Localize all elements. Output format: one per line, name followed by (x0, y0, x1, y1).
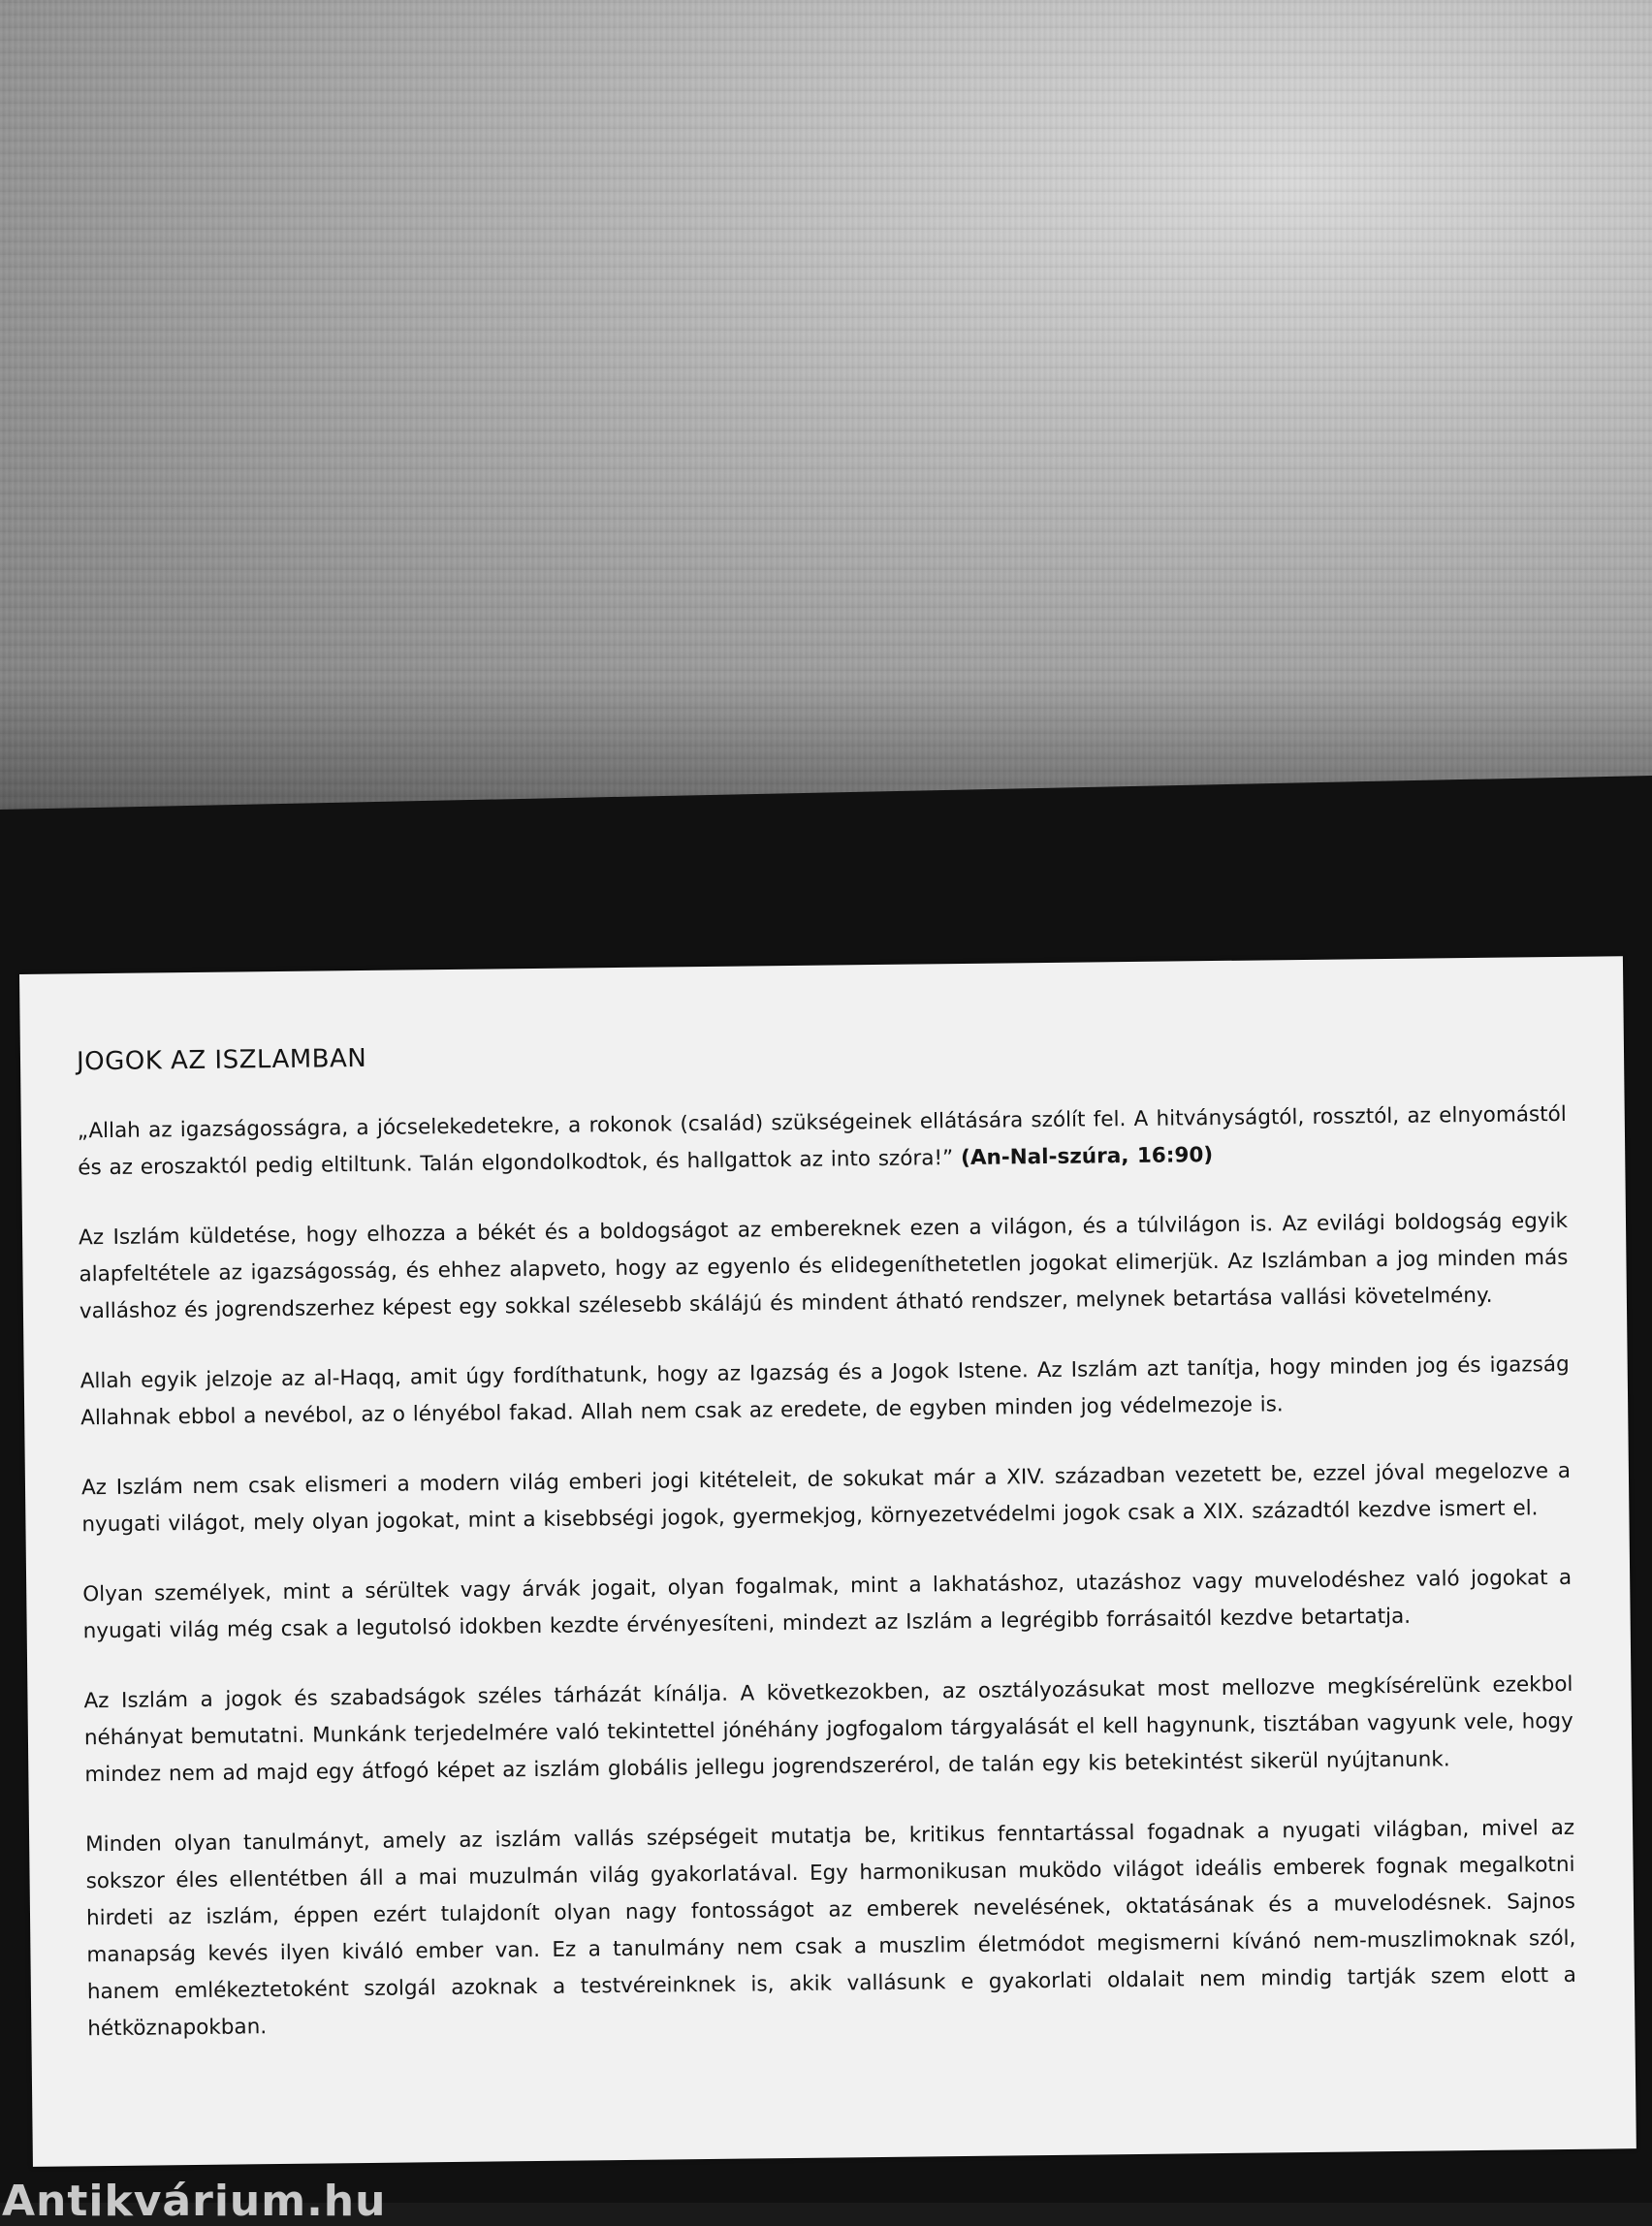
text-panel (19, 956, 1636, 2167)
quote-source: (An-Nal-szúra, 16:90) (960, 1143, 1214, 1170)
document-title: JOGOK AZ ISZLAMBAN (76, 1043, 367, 1077)
paragraph-5: Az Iszlám a jogok és szabadságok széles tárházát kínálja. A következokben, az osztályozásukat most mellozve megkísérelünk ezekbol néhányat bemutatni. Munkánk terjedelmére való tekintettel jónéhány jogfogalom tárgyalását el kell hagynunk, tisztában vagyunk vele, hogy mindez nem ad majd egy átfogó képet az iszlám globális jellegu jogrendszerérol, de talán egy kis betekintést sikerül nyújtanunk. (83, 1671, 1573, 1788)
quote-text: „Allah az igazságosságra, a jócselekedetekre, a rokonok (család) szükségeinek ellátására szólít fel. A hitványságtól, rossztól, az elnyomástól és az eroszaktól pedig eltiltunk. Talán elgondolkodtok, és hallgattok az into szóra!” (77, 1101, 1567, 1181)
paragraph-6: Minden olyan tanulmányt, amely az iszlám vallás szépségeit mutatja be, kritikus fenntartással fogadnak a nyugati világban, mivel az sokszor éles ellentétben áll a mai muzulmán világ gyakorlatával. Egy harmonikusan muködo világot ideális emberek fognak megalkotni hirdeti az iszlám, éppen ezért tulajdonít olyan nagy fontosságot az emberek nevelésének, oktatásának és a muvelodésnek. Sajnos manapság kevés ilyen kiváló ember van. Ez a tanulmány nem csak a muszlim életmódot megismerni kívánó nem-muszlimoknak szól, hanem emlékeztetoként szolgál azoknak a testvéreinknek is, akik vallásunk e gyakorlati oldalait nem mindig tartják szem elott a hétköznapokban. (85, 1815, 1576, 2042)
watermark: Antikvárium.hu (2, 2177, 387, 2226)
paragraph-3: Az Iszlám nem csak elismeri a modern világ emberi jogi kitételeit, de sokukat már a XIV. században vezetett be, ezzel jóval megelozve a nyugati világot, mely olyan jogokat, mint a kisebbségi jogok, gyermekjog, környezetvédelmi jogok csak a XIX. századtól kezdve ismert el. (80, 1458, 1572, 1538)
quote-paragraph (78, 1097, 1568, 1187)
paragraph-2: Allah egyik jelzoje az al-Haqq, amit úgy fordíthatunk, hogy az Igazság és a Jogok Istene. Az Iszlám azt tanítja, hogy minden jog és igazság Allahnak ebbol a nevébol, az o lényébol fakad. Allah nem csak az eredete, de egyben minden jog védelmezoje is. (79, 1352, 1570, 1431)
paragraph-4: Olyan személyek, mint a sérültek vagy árvák jogait, olyan fogalmak, mint a lakhatáshoz, utazáshoz vagy muvelodéshez való jogokat a nyugati világ még csak a legutolsó idokben kezdte érvényesíteni, mindezt az Iszlám a legrégibb forrásaitól kezdve betartatja. (82, 1565, 1573, 1644)
paragraph-1: Az Iszlám küldetése, hogy elhozza a békét és a boldogságot az embereknek ezen a világon, és a túlvilágon is. Az evilági boldogság egyik alapfeltétele az igazságosság, és ehhez alapveto, hogy az egyenlo és elidegeníthetetlen jogokat elimerjük. Az Iszlámban a jog minden más valláshoz és jogrendszerhez képest egy sokkal szélesebb skálájú és mindent átható rendszer, melynek betartása vallási követelmény. (78, 1208, 1569, 1324)
